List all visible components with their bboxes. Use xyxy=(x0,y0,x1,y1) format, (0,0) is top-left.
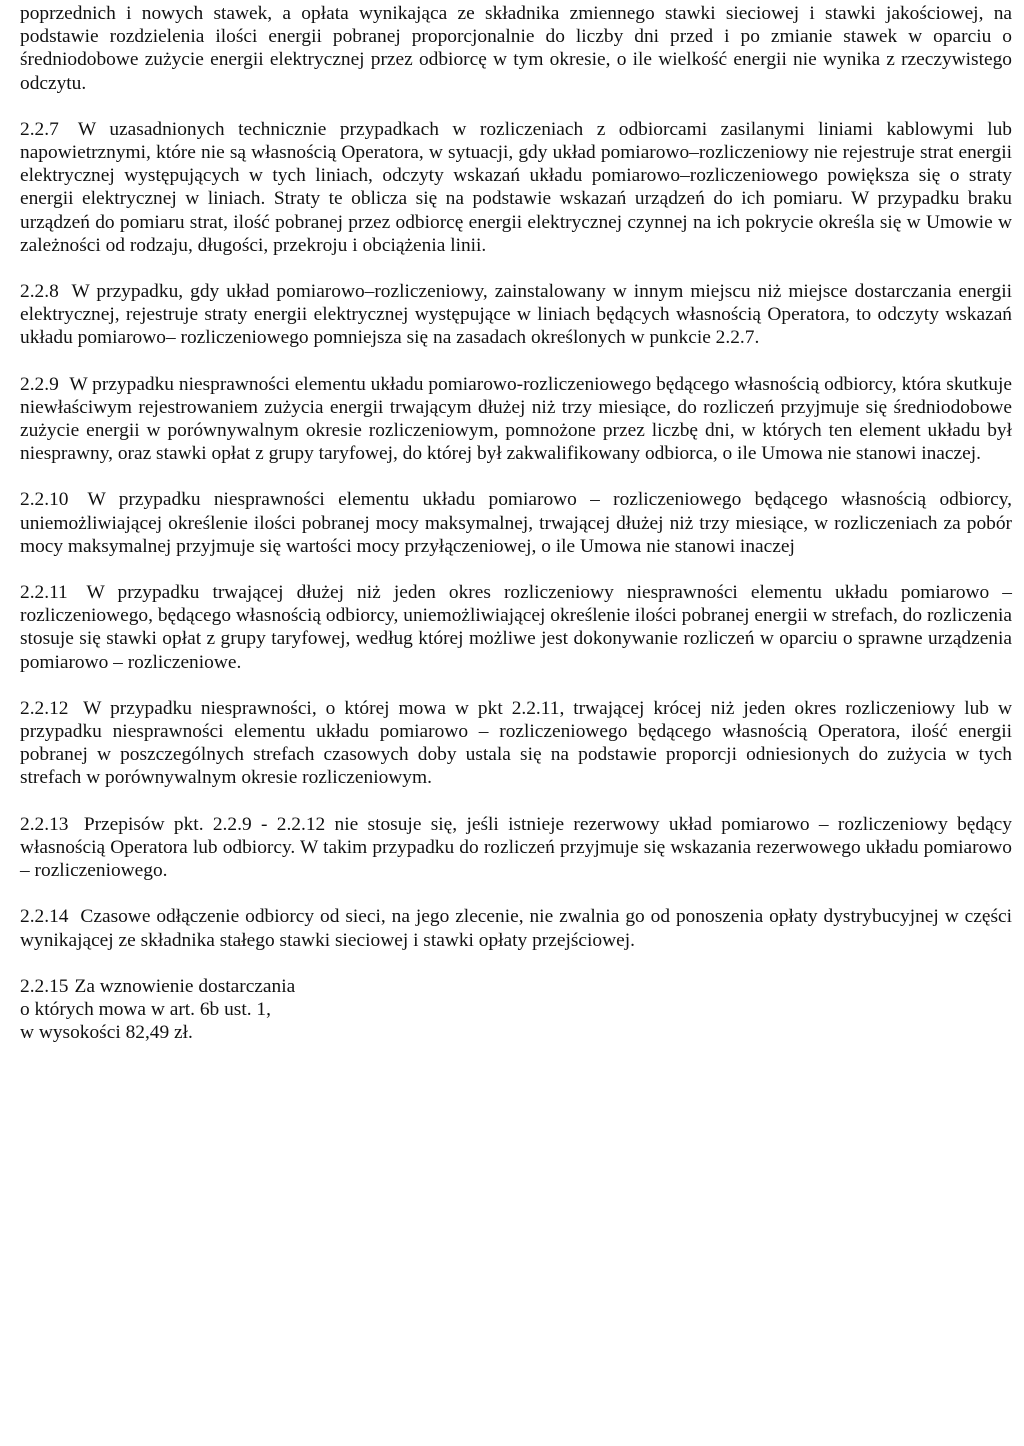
paragraph-line: w wysokości 82,49 zł. xyxy=(20,1022,193,1044)
paragraph-2-2-12 xyxy=(20,697,1012,790)
paragraph-2-2-13 xyxy=(20,813,1012,883)
document-page xyxy=(20,2,1012,1044)
paragraph-number: 2.2.11 xyxy=(20,582,68,604)
paragraph-text: Przepisów pkt. 2.2.9 - 2.2.12 nie stosuje się, jeśli istnieje rezerwowy układ pomiarowo – rozliczeniowy będący własnością Operatora lub odbiorcy. W takim przypadku do rozliczeń przyjmuje się wskazania rezerwowego układu pomiarowo – rozliczeniowego. xyxy=(20,813,1012,882)
paragraph-text: W uzasadnionych technicznie przypadkach w rozliczeniach z odbiorcami zasilanymi liniami kablowymi lub napowietrznymi, które nie są własnością Operatora, w sytuacji, gdy układ pomiarowo–rozliczeniowy nie rejestruje strat energii elektrycznej występujących w tych liniach, odczyty wskazań układu pomiarowo–rozliczeniowego powiększa się o straty energii elektrycznej w liniach. Straty te oblicza się na podstawie wskazań urządzeń do ich pomiaru. W przypadku braku urządzeń do pomiaru strat, ilość pobranej przez odbiorcę energii elektrycznej czynnej na ich pokrycie określa się w Umowie w zależności od rodzaju, długości, przekroju i obciążenia linii. xyxy=(20,118,1013,256)
paragraph-line: Za wznowienie dostarczania xyxy=(74,975,296,997)
paragraph-line: o których mowa w art. 6b ust. 1, xyxy=(20,998,271,1020)
paragraph-2-2-14 xyxy=(20,905,1012,951)
paragraph-text: W przypadku trwającej dłużej niż jeden okres rozliczeniowy niesprawności elementu układu pomiarowo – rozliczeniowego, będącego własnością odbiorcy, uniemożliwiającej określenie ilości pobranej energii w strefach, do rozliczenia stosuje się stawki opłat z grupy taryfowej, według której możliwe jest dokonywanie rozliczeń w oparciu o sprawne urządzenia pomiarowo – rozliczeniowe. xyxy=(20,582,1012,673)
paragraph-2-2-11 xyxy=(20,581,1012,674)
paragraph-number: 2.2.8 xyxy=(20,281,59,303)
paragraph-2-2-7 xyxy=(20,118,1012,257)
paragraph-text: W przypadku niesprawności elementu układu pomiarowo – rozliczeniowego będącego własnością odbiorcy, uniemożliwiającej określenie ilości pobranej mocy maksymalnej, trwającej dłużej niż trzy miesiące, w rozliczeniach za pobór mocy maksymalnej przyjmuje się wartości mocy przyłączeniowej, o ile Umowa nie stanowi inaczej xyxy=(20,489,1012,557)
paragraph-text: Czasowe odłączenie odbiorcy od sieci, na jego zlecenie, nie zwalnia go od ponoszenia opłaty dystrybucyjnej w części wynikającej ze składnika stałego stawki sieciowej i stawki opłaty przejściowej. xyxy=(20,906,1012,951)
paragraph-text: W przypadku niesprawności, o której mowa w pkt 2.2.11, trwającej krócej niż jeden okres rozliczeniowy lub w przypadku niesprawności elementu układu pomiarowo – rozliczeniowego będącego własnością Operatora, ilość energii pobranej w poszczególnych strefach czasowych doby ustala się na podstawie proporcji odniesionych do zużycia w tych strefach w porównywalnym okresie rozliczeniowym. xyxy=(20,697,1012,789)
paragraph-number: 2.2.15 xyxy=(20,975,69,997)
paragraph-number: 2.2.12 xyxy=(20,697,69,719)
paragraph-text: poprzednich i nowych stawek, a opłata wynikająca ze składnika zmiennego stawki sieciowej i stawki jakościowej, na podstawie rozdzielenia ilości energii pobranej proporcjonalnie do liczby dni przed i po zmianie stawek w oparciu o średniodobowe zużycie energii elektrycznej przez odbiorcę w tym okresie, o ile wielkość energii nie wynika z rzeczywistego odczytu. xyxy=(20,3,1012,94)
paragraph-2-2-9 xyxy=(20,373,1012,466)
paragraph-2-2-10 xyxy=(20,488,1012,558)
paragraph-number: 2.2.14 xyxy=(20,906,69,928)
paragraph-2-2-8 xyxy=(20,280,1012,350)
paragraph-number: 2.2.13 xyxy=(20,813,69,835)
paragraph-text: W przypadku niesprawności elementu układu pomiarowo-rozliczeniowego będącego własnością odbiorcy, która skutkuje niewłaściwym rejestrowaniem zużycia energii trwającym dłużej niż trzy miesiące, do rozliczeń przyjmuje się średniodobowe zużycie energii w porównywalnym okresie rozliczeniowym, pomnożone przez liczbę dni, w których ten element układu był niesprawny, oraz stawki opłat z grupy taryfowej, do której był zakwalifikowany odbiorca, o ile Umowa nie stanowi inaczej. xyxy=(20,373,1012,465)
paragraph-number: 2.2.9 xyxy=(20,373,59,395)
paragraph-number: 2.2.10 xyxy=(20,489,69,511)
paragraph-number: 2.2.7 xyxy=(20,118,59,140)
paragraph-2-2-15 xyxy=(20,975,1012,1045)
paragraph-continuation xyxy=(20,2,1012,95)
paragraph-text: W przypadku, gdy układ pomiarowo–rozliczeniowy, zainstalowany w innym miejscu niż miejsce dostarczania energii elektrycznej, rejestruje straty energii elektrycznej występujące w liniach będących własnością Operatora, to odczyty wskazań układu pomiarowo– rozliczeniowego pomniejsza się na zasadach określonych w punkcie 2.2.7. xyxy=(20,281,1012,349)
